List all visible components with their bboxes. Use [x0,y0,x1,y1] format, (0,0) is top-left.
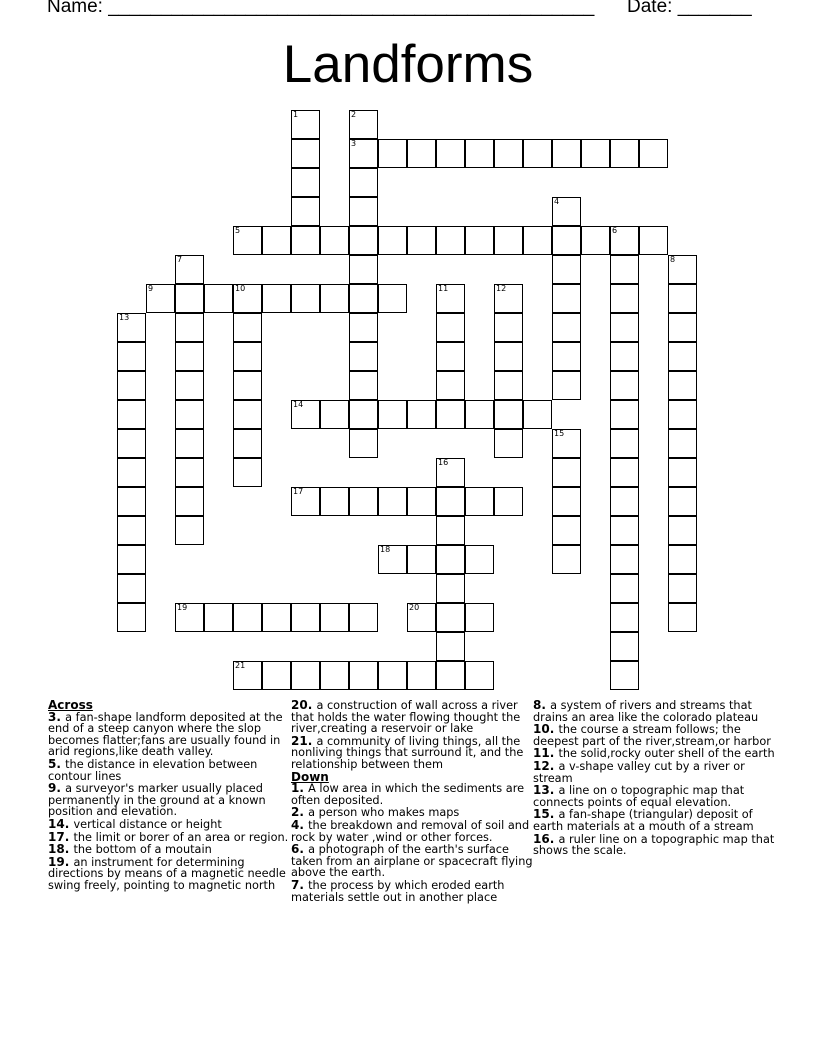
grid-cell[interactable] [552,284,581,313]
grid-cell[interactable] [349,661,378,690]
grid-cell[interactable] [668,487,697,516]
grid-cell[interactable] [436,603,465,632]
cell-number: 8 [670,255,676,264]
clue-down-1: 1. A low area in which the sediments are often deposited. [291,781,525,807]
clue-across-18: 18. the bottom of a moutain [48,842,212,857]
grid-cell[interactable] [349,313,378,342]
cell-number: 11 [438,284,449,293]
grid-cell[interactable] [610,139,639,168]
grid-cell[interactable] [552,255,581,284]
clue-number: 16 [533,831,550,846]
grid-cell[interactable] [407,400,436,429]
grid-cell[interactable] [349,342,378,371]
grid-cell[interactable] [436,284,465,313]
clue-across-17: 17. the limit or borer of an area or region. [48,829,289,844]
cell-number: 14 [293,400,304,409]
clue-number: 8 [533,698,542,712]
grid-cell[interactable] [117,371,146,400]
grid-cell[interactable] [668,603,697,632]
grid-cell[interactable] [552,516,581,545]
clue-across-9: 9. a surveyor's marker usually placed permanently in the ground at a known position and elevation. [48,781,266,819]
grid-cell[interactable] [610,255,639,284]
clue-number: 3 [48,709,57,724]
grid-cell[interactable] [436,487,465,516]
grid-cell[interactable] [204,284,233,313]
grid-cell[interactable] [610,371,639,400]
grid-cell[interactable] [523,226,552,255]
grid-cell[interactable] [494,487,523,516]
grid-cell[interactable] [175,313,204,342]
clue-text: the bottom of a moutain [73,843,212,857]
clue-across-21: 21. a community of living things, all the nonliving things that surround it, and the relationship between them [291,733,524,771]
cell-number: 2 [351,110,357,119]
grid-cell[interactable] [349,168,378,197]
grid-cell[interactable] [349,603,378,632]
clue-text: a photograph of the earth's surface taken from an airplane or spacecraft flying above the earth. [291,843,533,880]
cell-number: 6 [612,226,618,235]
cell-number: 10 [235,284,246,293]
grid-cell[interactable] [233,371,262,400]
grid-cell[interactable] [436,313,465,342]
grid-cell[interactable] [465,226,494,255]
clue-across-3: 3. a fan-shape landform deposited at the end of a steep canyon where the slop becomes flatter;fans are usually found in arid regions,like death valley. [48,709,283,759]
clue-text: the process by which eroded earth materials settle out in another place [291,878,505,904]
clue-text: a construction of wall across a river that holds the water flowing thought the river,creating a reservoir or lake [291,699,521,736]
clue-across-20: 20. a construction of wall across a river that holds the water flowing thought the river,creating a reservoir or lake [291,698,521,736]
grid-cell[interactable] [320,661,349,690]
grid-cell[interactable] [233,661,262,690]
grid-cell[interactable] [494,226,523,255]
clue-down-13: 13. a line on o topographic map that connects points of equal elevation. [533,783,745,809]
grid-cell[interactable] [465,400,494,429]
grid-cell[interactable] [610,574,639,603]
grid-cell[interactable] [320,603,349,632]
grid-cell[interactable] [668,516,697,545]
grid-cell[interactable] [610,284,639,313]
grid-cell[interactable] [668,458,697,487]
clue-down-16: 16. a ruler line on a topographic map that shows the scale. [533,831,775,858]
grid-cell[interactable] [668,545,697,574]
grid-cell[interactable] [117,429,146,458]
grid-cell[interactable] [262,284,291,313]
grid-cell[interactable] [494,371,523,400]
date-field[interactable]: Date: _______ [627,0,752,17]
grid-cell[interactable] [465,545,494,574]
grid-cell[interactable] [610,400,639,429]
clue-number: 14 [48,816,65,831]
grid-cell[interactable] [407,487,436,516]
clue-down-12: 12. a v-shape valley cut by a river or stream [533,758,745,785]
clue-number: 21 [291,733,308,748]
grid-cell[interactable] [233,603,262,632]
grid-cell[interactable] [175,516,204,545]
clue-text: the distance in elevation between contour lines [48,757,258,783]
grid-cell[interactable] [117,574,146,603]
clue-number: 13 [533,783,550,798]
grid-cell[interactable] [552,197,581,226]
grid-cell[interactable] [349,371,378,400]
grid-cell[interactable] [610,516,639,545]
grid-cell[interactable] [349,487,378,516]
grid-cell[interactable] [349,429,378,458]
grid-cell[interactable] [320,284,349,313]
grid-cell[interactable] [436,632,465,661]
grid-cell[interactable] [668,284,697,313]
grid-cell[interactable] [320,226,349,255]
clue-down-6: 6. a photograph of the earth's surface taken from an airplane or spacecraft flying above the earth. [291,842,533,880]
grid-cell[interactable] [436,661,465,690]
grid-cell[interactable] [117,313,146,342]
cell-number: 1 [293,110,299,119]
grid-cell[interactable] [465,487,494,516]
grid-cell[interactable] [291,110,320,139]
grid-cell[interactable] [668,313,697,342]
grid-cell[interactable] [291,487,320,516]
grid-cell[interactable] [610,603,639,632]
clue-number: 12 [533,758,550,773]
grid-cell[interactable] [668,371,697,400]
grid-cell[interactable] [233,429,262,458]
clue-text: a person who makes maps [308,806,460,820]
grid-cell[interactable] [436,342,465,371]
clue-text: a surveyor's marker usually placed permanently in the ground at a known position and elevation. [48,782,266,819]
grid-cell[interactable] [639,226,668,255]
grid-cell[interactable] [349,197,378,226]
grid-cell[interactable] [668,574,697,603]
grid-cell[interactable] [552,458,581,487]
grid-cell[interactable] [436,139,465,168]
grid-cell[interactable] [262,226,291,255]
grid-cell[interactable] [552,545,581,574]
grid-cell[interactable] [117,342,146,371]
grid-cell[interactable] [175,603,204,632]
grid-cell[interactable] [436,458,465,487]
clue-text: a fan-shape landform deposited at the end of a steep canyon where the slop becomes flatter;fans are usually found in arid regions,like death valley. [48,710,283,759]
grid-cell[interactable] [378,226,407,255]
grid-cell[interactable] [233,400,262,429]
grid-cell[interactable] [378,139,407,168]
grid-cell[interactable] [610,313,639,342]
clue-across-5: 5. the distance in elevation between contour lines [48,756,258,783]
grid-cell[interactable] [494,313,523,342]
grid-cell[interactable] [407,139,436,168]
grid-cell[interactable] [581,139,610,168]
grid-cell[interactable] [291,284,320,313]
grid-cell[interactable] [349,110,378,139]
grid-cell[interactable] [291,661,320,690]
cell-number: 13 [119,313,130,322]
grid-cell[interactable] [378,545,407,574]
clue-number: 11 [533,746,550,761]
cell-number: 16 [438,458,449,467]
grid-cell[interactable] [610,429,639,458]
grid-cell[interactable] [233,284,262,313]
grid-cell[interactable] [668,429,697,458]
grid-cell[interactable] [407,545,436,574]
grid-cell[interactable] [291,603,320,632]
clue-text: an instrument for determining directions by means of a magnetic needle swing freely, pointing to magnetic north [48,855,286,892]
grid-cell[interactable] [465,139,494,168]
grid-cell[interactable] [436,545,465,574]
cell-number: 20 [409,603,420,612]
cell-number: 15 [554,429,565,438]
grid-cell[interactable] [610,342,639,371]
grid-cell[interactable] [436,400,465,429]
cell-number: 19 [177,603,188,612]
grid-cell[interactable] [552,487,581,516]
grid-cell[interactable] [204,603,233,632]
clue-text: the breakdown and removal of soil and rock by water ,wind or other forces. [291,818,530,844]
grid-cell[interactable] [262,603,291,632]
grid-cell[interactable] [291,139,320,168]
cell-number: 5 [235,226,241,235]
cell-number: 9 [148,284,154,293]
down-heading: Down [291,769,329,784]
cell-number: 12 [496,284,507,293]
clue-number: 19 [48,854,65,869]
grid-cell[interactable] [436,574,465,603]
grid-cell[interactable] [175,487,204,516]
grid-cell[interactable] [291,168,320,197]
cell-number: 17 [293,487,304,496]
grid-cell[interactable] [262,661,291,690]
clue-number: 10 [533,722,550,737]
grid-cell[interactable] [610,632,639,661]
grid-cell[interactable] [610,487,639,516]
name-field[interactable]: Name: ______________________________________________ [47,0,595,17]
grid-cell[interactable] [668,400,697,429]
clue-text: a line on o topographic map that connects points of equal elevation. [533,784,745,809]
grid-cell[interactable] [378,284,407,313]
clue-text: vertical distance or height [73,817,222,831]
grid-cell[interactable] [175,371,204,400]
page-title: Landforms [282,35,534,94]
clue-down-15: 15. a fan-shape (triangular) deposit of earth materials at a mouth of a stream [533,807,754,833]
grid-cell[interactable] [320,487,349,516]
clue-number: 18 [48,842,65,857]
grid-cell[interactable] [407,226,436,255]
clue-text: a community of living things, all the nonliving things that surround it, and the relationship between them [291,734,524,771]
clues-column-1 [48,700,293,893]
cell-number: 7 [177,255,183,264]
clue-across-14: 14. vertical distance or height [48,816,222,831]
clues-column-3 [533,700,778,858]
grid-cell[interactable] [552,371,581,400]
grid-cell[interactable] [117,603,146,632]
grid-cell[interactable] [552,139,581,168]
grid-cell[interactable] [552,429,581,458]
grid-cell[interactable] [552,342,581,371]
grid-cell[interactable] [523,139,552,168]
clue-number: 1 [291,781,300,796]
grid-cell[interactable] [117,400,146,429]
clue-down-8: 8. a system of rivers and streams that drains an area like the colorado plateau [533,698,759,724]
clue-number: 9 [48,781,57,796]
grid-cell[interactable] [610,226,639,255]
grid-cell[interactable] [465,661,494,690]
clue-number: 7 [291,877,300,892]
grid-cell[interactable] [349,139,378,168]
grid-cell[interactable] [668,342,697,371]
clue-text: a v-shape valley cut by a river or stream [533,759,745,785]
grid-cell[interactable] [610,661,639,690]
clue-text: the solid,rocky outer shell of the earth [558,747,775,761]
grid-cell[interactable] [494,400,523,429]
grid-cell[interactable] [175,458,204,487]
grid-cell[interactable] [117,487,146,516]
clue-down-2: 2. a person who makes maps [291,805,460,820]
grid-cell[interactable] [610,458,639,487]
grid-cell[interactable] [291,197,320,226]
grid-cell[interactable] [175,342,204,371]
grid-cell[interactable] [146,284,175,313]
grid-cell[interactable] [494,139,523,168]
grid-cell[interactable] [175,284,204,313]
clue-number: 17 [48,829,65,844]
grid-cell[interactable] [233,313,262,342]
cell-number: 18 [380,545,391,554]
clue-text: a system of rivers and streams that drains an area like the colorado plateau [533,699,759,724]
grid-cell[interactable] [552,313,581,342]
clue-across-19: 19. an instrument for determining directions by means of a magnetic needle swing freely, pointing to magnetic north [48,854,286,892]
clue-number: 6 [291,842,300,857]
grid-cell[interactable] [378,661,407,690]
clue-text: a fan-shape (triangular) deposit of earth materials at a mouth of a stream [533,808,754,833]
grid-cell[interactable] [117,545,146,574]
grid-cell[interactable] [610,545,639,574]
grid-cell[interactable] [407,661,436,690]
grid-cell[interactable] [668,255,697,284]
grid-cell[interactable] [291,226,320,255]
grid-cell[interactable] [349,284,378,313]
grid-cell[interactable] [320,400,349,429]
clue-text: the course a stream follows; the deepest part of the river,stream,or harbor [533,723,771,748]
grid-cell[interactable] [175,400,204,429]
grid-cell[interactable] [436,516,465,545]
clue-number: 4 [291,817,300,832]
grid-cell[interactable] [523,400,552,429]
clue-number: 20 [291,698,308,712]
clue-number: 15 [533,807,550,822]
grid-cell[interactable] [233,458,262,487]
grid-cell[interactable] [175,429,204,458]
grid-cell[interactable] [175,255,204,284]
grid-cell[interactable] [407,603,436,632]
cell-number: 3 [351,139,357,148]
clue-down-11: 11. the solid,rocky outer shell of the earth [533,746,775,761]
grid-cell[interactable] [552,226,581,255]
clues-column-2 [291,700,536,904]
grid-cell[interactable] [494,284,523,313]
cell-number: 4 [554,197,560,206]
grid-cell[interactable] [233,342,262,371]
across-heading: Across [48,698,93,712]
grid-cell[interactable] [436,226,465,255]
grid-cell[interactable] [117,516,146,545]
grid-cell[interactable] [581,226,610,255]
clue-text: a ruler line on a topographic map that shows the scale. [533,832,775,858]
grid-cell[interactable] [349,255,378,284]
grid-cell[interactable] [349,226,378,255]
clue-text: A low area in which the sediments are often deposited. [291,782,525,807]
grid-cell[interactable] [494,342,523,371]
cell-number: 21 [235,661,246,670]
grid-cell[interactable] [349,400,378,429]
grid-cell[interactable] [378,487,407,516]
grid-cell[interactable] [117,458,146,487]
grid-cell[interactable] [639,139,668,168]
clue-number: 5 [48,756,57,771]
clue-down-10: 10. the course a stream follows; the deepest part of the river,stream,or harbor [533,722,771,748]
grid-cell[interactable] [378,400,407,429]
grid-cell[interactable] [465,603,494,632]
grid-cell[interactable] [291,400,320,429]
grid-cell[interactable] [233,226,262,255]
grid-cell[interactable] [436,371,465,400]
clue-down-7: 7. the process by which eroded earth materials settle out in another place [291,877,505,904]
clue-down-4: 4. the breakdown and removal of soil and rock by water ,wind or other forces. [291,817,530,844]
grid-cell[interactable] [494,429,523,458]
clue-number: 2 [291,805,300,820]
clue-text: the limit or borer of an area or region. [73,830,289,844]
